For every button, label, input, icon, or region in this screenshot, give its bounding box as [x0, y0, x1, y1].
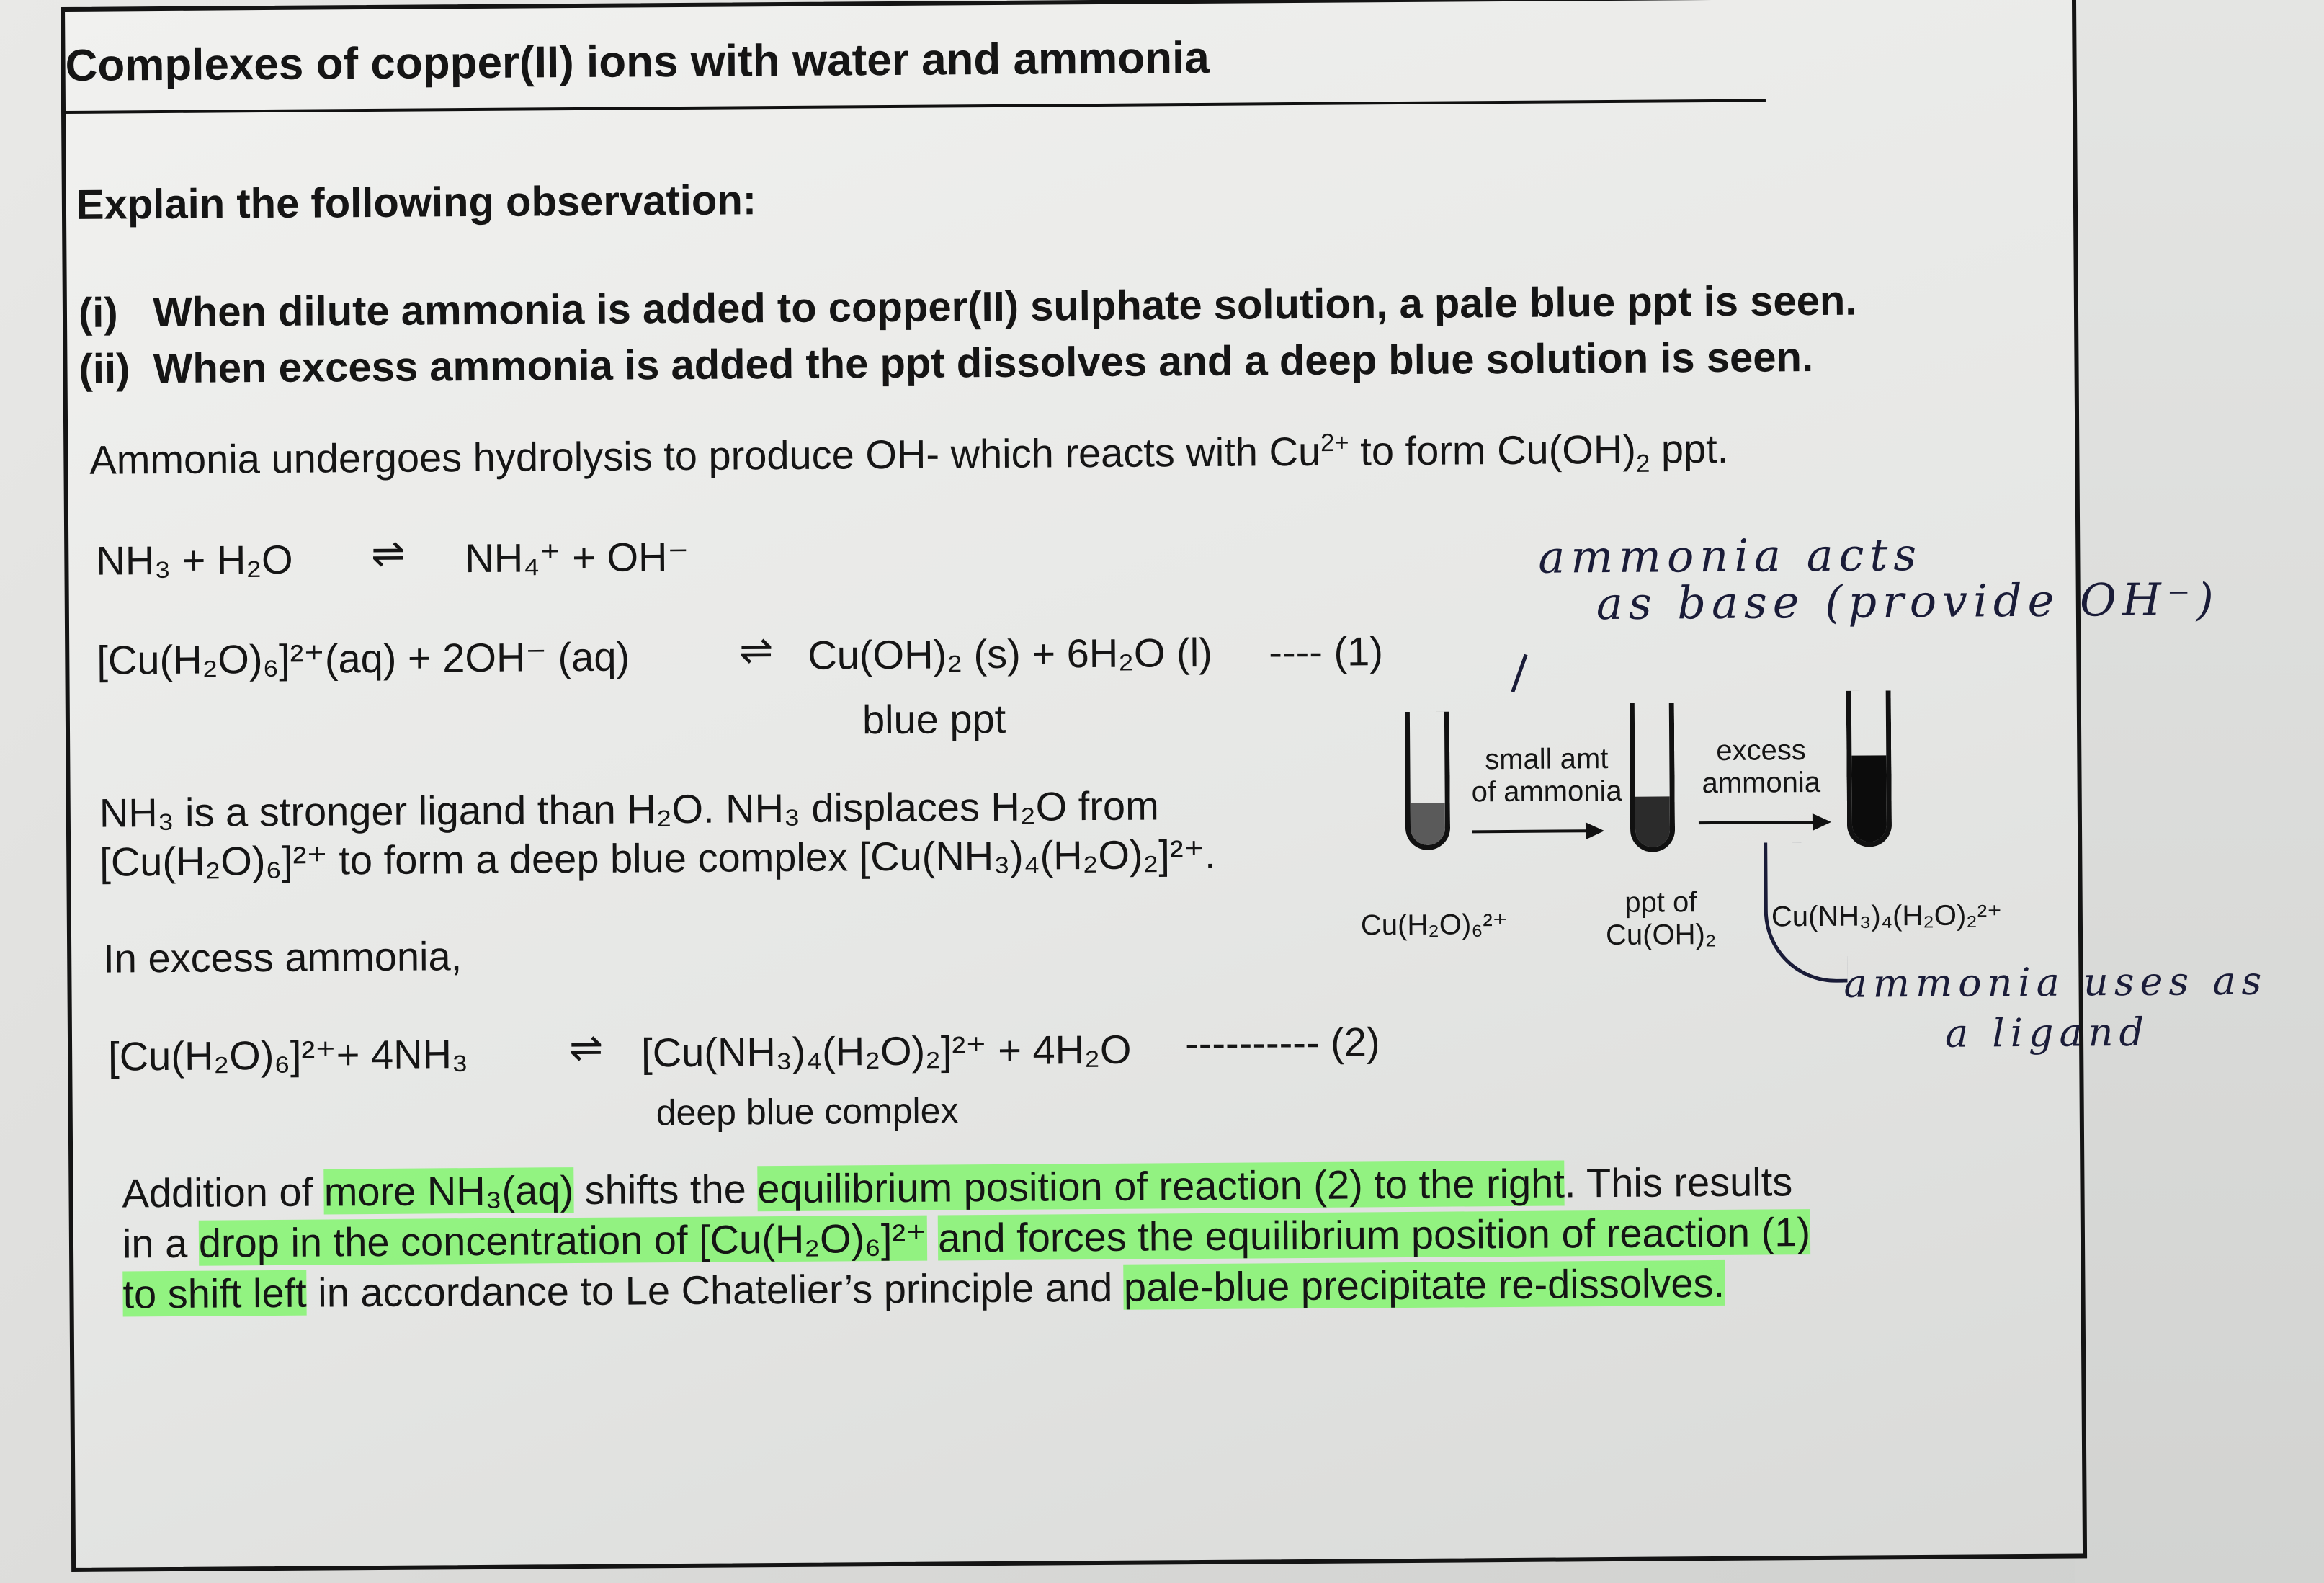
tube-3-solution: [1851, 755, 1887, 842]
highlight: and forces the equilibrium position of reaction (1): [937, 1209, 1811, 1261]
equation-hydrolysis-lhs: NH₃ + H₂O: [96, 536, 293, 584]
worksheet-page: [61, 0, 2268, 1572]
equation-2-caption: deep blue complex: [656, 1090, 959, 1133]
equation-hydrolysis-rhs: NH₄⁺ + OH⁻: [465, 533, 689, 581]
equilibrium-arrow: ⇌: [739, 627, 774, 673]
observation-1-number: (i): [78, 289, 118, 336]
equation-2-lhs: [Cu(H₂O)₆]²⁺+ 4NH₃: [107, 1031, 468, 1079]
highlight: equilibrium position of reaction (2) to the right: [757, 1160, 1565, 1212]
equation-1-lhs: [Cu(H₂O)₆]²⁺(aq) + 2OH⁻ (aq): [97, 633, 630, 683]
observation-2-number: (ii): [79, 345, 130, 393]
equation-2-rhs: [Cu(NH₃)₄(H₂O)₂]²⁺ + 4H₂O: [640, 1026, 1132, 1076]
handwritten-bracket: [1764, 842, 1847, 984]
tube-2-label: ppt of Cu(OH)₂: [1605, 886, 1717, 952]
observation-1-text: When dilute ammonia is added to copper(II) sulphate solution, a pale blue ppt is seen.: [152, 277, 1857, 336]
excess-intro: In excess ammonia,: [102, 933, 462, 981]
tube-2-precipitate: [1635, 796, 1670, 847]
arrow-2-label: excess ammonia: [1702, 734, 1821, 800]
arrow-1: [1472, 829, 1601, 833]
handwritten-tick: [1511, 654, 1527, 692]
conclusion-line-1: Addition of more NH₃(aq) shifts the equilibrium position of reaction (2) to the right. This results: [122, 1159, 1793, 1216]
handwritten-note-base-line-1: ammonia acts: [1538, 527, 1923, 584]
equation-1-tag: ---- (1): [1269, 628, 1384, 675]
equilibrium-arrow: ⇌: [371, 530, 406, 576]
equation-2-tag: ---------- (2): [1184, 1019, 1380, 1066]
observation-2: [79, 333, 1813, 393]
highlight: drop in the concentration of [Cu(H₂O)₆]²⁺: [198, 1215, 927, 1266]
arrow-1-label: small amt of ammonia: [1471, 743, 1622, 808]
ligand-explanation-line-2: [Cu(H₂O)₆]²⁺ to form a deep blue complex [Cu(NH₃)₄(H₂O)₂]²⁺.: [99, 831, 1216, 885]
observation-1: [79, 277, 1857, 337]
hydrolysis-statement: Ammonia undergoes hydrolysis to produce OH- which reacts with $Cu^{2+}$ to form $Cu(OH)_2$ ppt.: [89, 425, 1729, 483]
background-surface: [2075, 0, 2324, 1583]
handwritten-note-base-line-2: as base (provide OH⁻): [1596, 573, 2220, 630]
tube-3-label: Cu(NH₃)₄(H₂O)₂²⁺: [1771, 899, 2003, 933]
arrow-2: [1699, 821, 1828, 824]
page-title: Complexes of copper(II) ions with water and ammonia: [65, 32, 1210, 91]
test-tube-1: [1405, 712, 1450, 850]
title-underline: [64, 99, 1766, 113]
equation-1-rhs: Cu(OH)₂ (s) + 6H₂O (l): [808, 629, 1212, 678]
test-tube-2: [1630, 703, 1675, 852]
highlight: more NH₃(aq): [323, 1167, 574, 1215]
highlight: pale-blue precipitate re-dissolves.: [1123, 1259, 1725, 1310]
equation-1-caption: blue ppt: [862, 695, 1006, 743]
handwritten-note-ligand-line-1: ammonia uses as: [1843, 958, 2268, 1007]
highlight: to shift left: [122, 1270, 307, 1317]
conclusion-line-2: in a drop in the concentration of [Cu(H₂O)₆]²⁺ and forces the equilibrium position of reaction (1): [122, 1209, 1811, 1267]
tube-1-label: Cu(H₂O)₆²⁺: [1360, 909, 1508, 942]
equilibrium-arrow: ⇌: [568, 1024, 604, 1071]
handwritten-note-ligand-line-2: a ligand: [1944, 1009, 2150, 1056]
test-tube-3: [1846, 690, 1892, 847]
prompt-heading: Explain the following observation:: [76, 177, 757, 228]
tube-1-solution: [1411, 803, 1445, 845]
observation-2-text: When excess ammonia is added the ppt dissolves and a deep blue solution is seen.: [153, 334, 1814, 393]
conclusion-line-3: to shift left in accordance to Le Chatelier’s principle and pale-blue precipitate re-dissolves.: [122, 1259, 1725, 1317]
ligand-explanation-line-1: NH₃ is a stronger ligand than H₂O. NH₃ displaces H₂O from: [99, 782, 1159, 836]
